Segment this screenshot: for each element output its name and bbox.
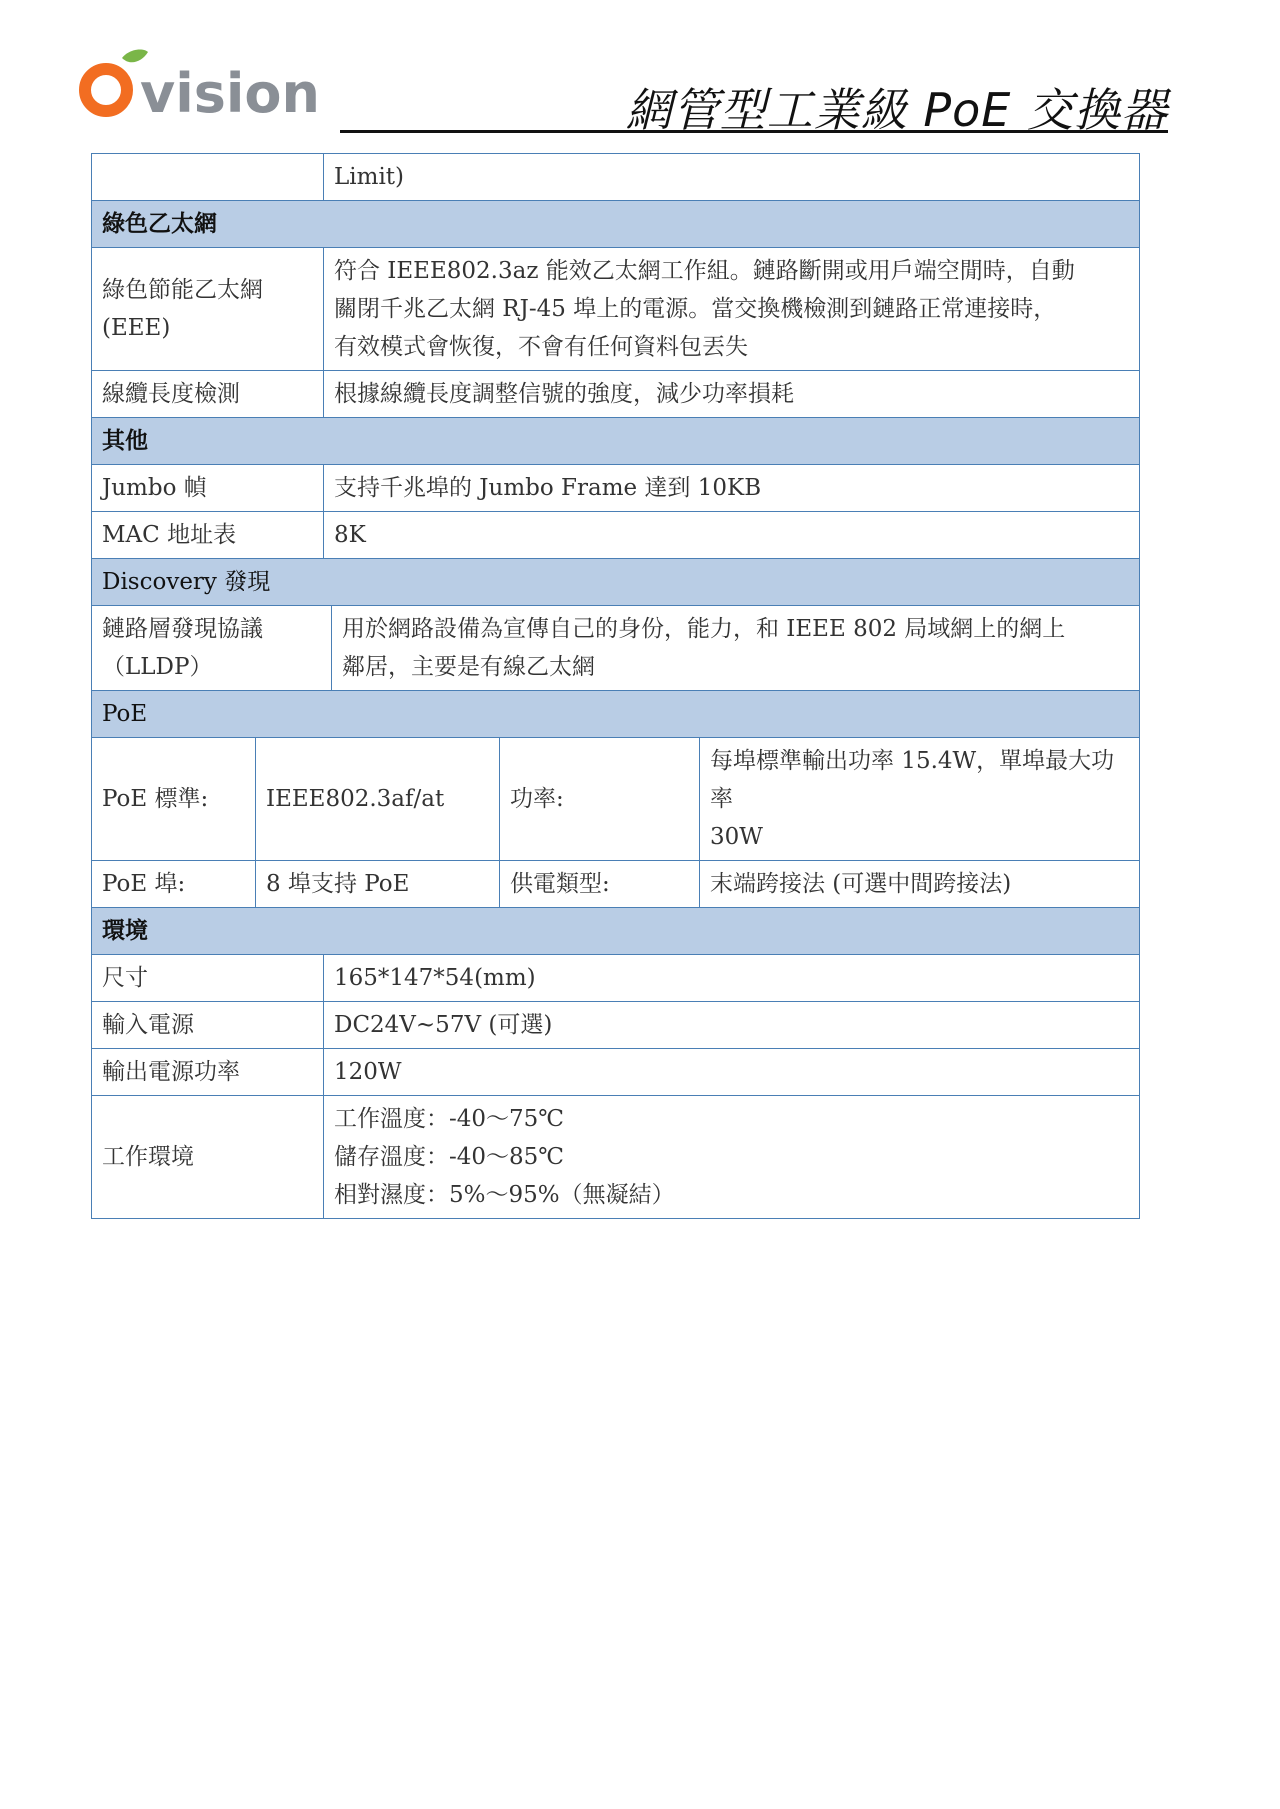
- lldp-value: 用於網路設備為宣傳自己的身份，能力，和 IEEE 802 局域網上的網上 鄰居，主要是有線乙太網: [332, 606, 1140, 691]
- table-row: [92, 371, 1140, 418]
- output-power-value: 120W: [324, 1049, 1140, 1096]
- section-green-ethernet: 綠色乙太網: [92, 201, 1140, 248]
- section-other: 其他: [92, 418, 1140, 465]
- spec-table: [91, 153, 1140, 1219]
- table-row: [92, 1002, 1140, 1049]
- table-row: [92, 606, 1140, 691]
- table-row: [92, 154, 1140, 201]
- poe-supply-value: 末端跨接法 (可選中間跨接法): [700, 861, 1140, 908]
- poe-std-label: PoE 標準:: [92, 738, 256, 861]
- section-row: [92, 691, 1140, 738]
- poe-port-label: PoE 埠:: [92, 861, 256, 908]
- empty-cell: [92, 154, 324, 201]
- poe-port-value: 8 埠支持 PoE: [256, 861, 500, 908]
- work-env-label: 工作環境: [92, 1096, 324, 1219]
- mac-value: 8K: [324, 512, 1140, 559]
- jumbo-value: 支持千兆埠的 Jumbo Frame 達到 10KB: [324, 465, 1140, 512]
- jumbo-label: Jumbo 幀: [92, 465, 324, 512]
- section-row: [92, 559, 1140, 606]
- input-power-value: DC24V~57V (可選): [324, 1002, 1140, 1049]
- section-row: [92, 201, 1140, 248]
- table-row: [92, 861, 1140, 908]
- lldp-label: 鏈路層發現協議 （LLDP）: [92, 606, 332, 691]
- table-row: [92, 1049, 1140, 1096]
- mac-label: MAC 地址表: [92, 512, 324, 559]
- document-title: 網管型工業級 PoE 交換器: [625, 83, 1168, 137]
- page-header: [78, 46, 1168, 138]
- cable-label: 線纜長度檢測: [92, 371, 324, 418]
- logo-text: vision: [140, 62, 320, 125]
- size-value: 165*147*54(mm): [324, 955, 1140, 1002]
- section-poe: PoE: [92, 691, 1140, 738]
- header-rule: [340, 130, 1168, 133]
- table-row: [92, 512, 1140, 559]
- table-row: [92, 248, 1140, 371]
- table-row: [92, 1096, 1140, 1219]
- input-power-label: 輸入電源: [92, 1002, 324, 1049]
- limit-cell: Limit): [324, 154, 1140, 201]
- table-row: [92, 738, 1140, 861]
- poe-std-value: IEEE802.3af/at: [256, 738, 500, 861]
- cable-value: 根據線纜長度調整信號的強度，減少功率損耗: [324, 371, 1140, 418]
- table-row: [92, 955, 1140, 1002]
- work-env-value: 工作溫度：-40～75℃ 儲存溫度：-40～85℃ 相對濕度：5%～95%（無凝結）: [324, 1096, 1140, 1219]
- poe-power-label: 功率:: [500, 738, 700, 861]
- output-power-label: 輸出電源功率: [92, 1049, 324, 1096]
- eee-label: 綠色節能乙太網 (EEE): [92, 248, 324, 371]
- table-row: [92, 465, 1140, 512]
- section-discovery: Discovery 發現: [92, 559, 1140, 606]
- poe-supply-label: 供電類型:: [500, 861, 700, 908]
- poe-power-value: 每埠標準輸出功率 15.4W，單埠最大功率 30W: [700, 738, 1140, 861]
- section-row: [92, 418, 1140, 465]
- ovision-logo: [78, 46, 348, 126]
- eee-value: 符合 IEEE802.3az 能效乙太網工作組。鏈路斷開或用戶端空閒時，自動 關閉千兆乙太網 RJ-45 埠上的電源。當交換機檢測到鏈路正常連接時， 有效模式會恢復，不會有任何資料包丟失: [324, 248, 1140, 371]
- section-row: [92, 908, 1140, 955]
- section-environment: 環境: [92, 908, 1140, 955]
- size-label: 尺寸: [92, 955, 324, 1002]
